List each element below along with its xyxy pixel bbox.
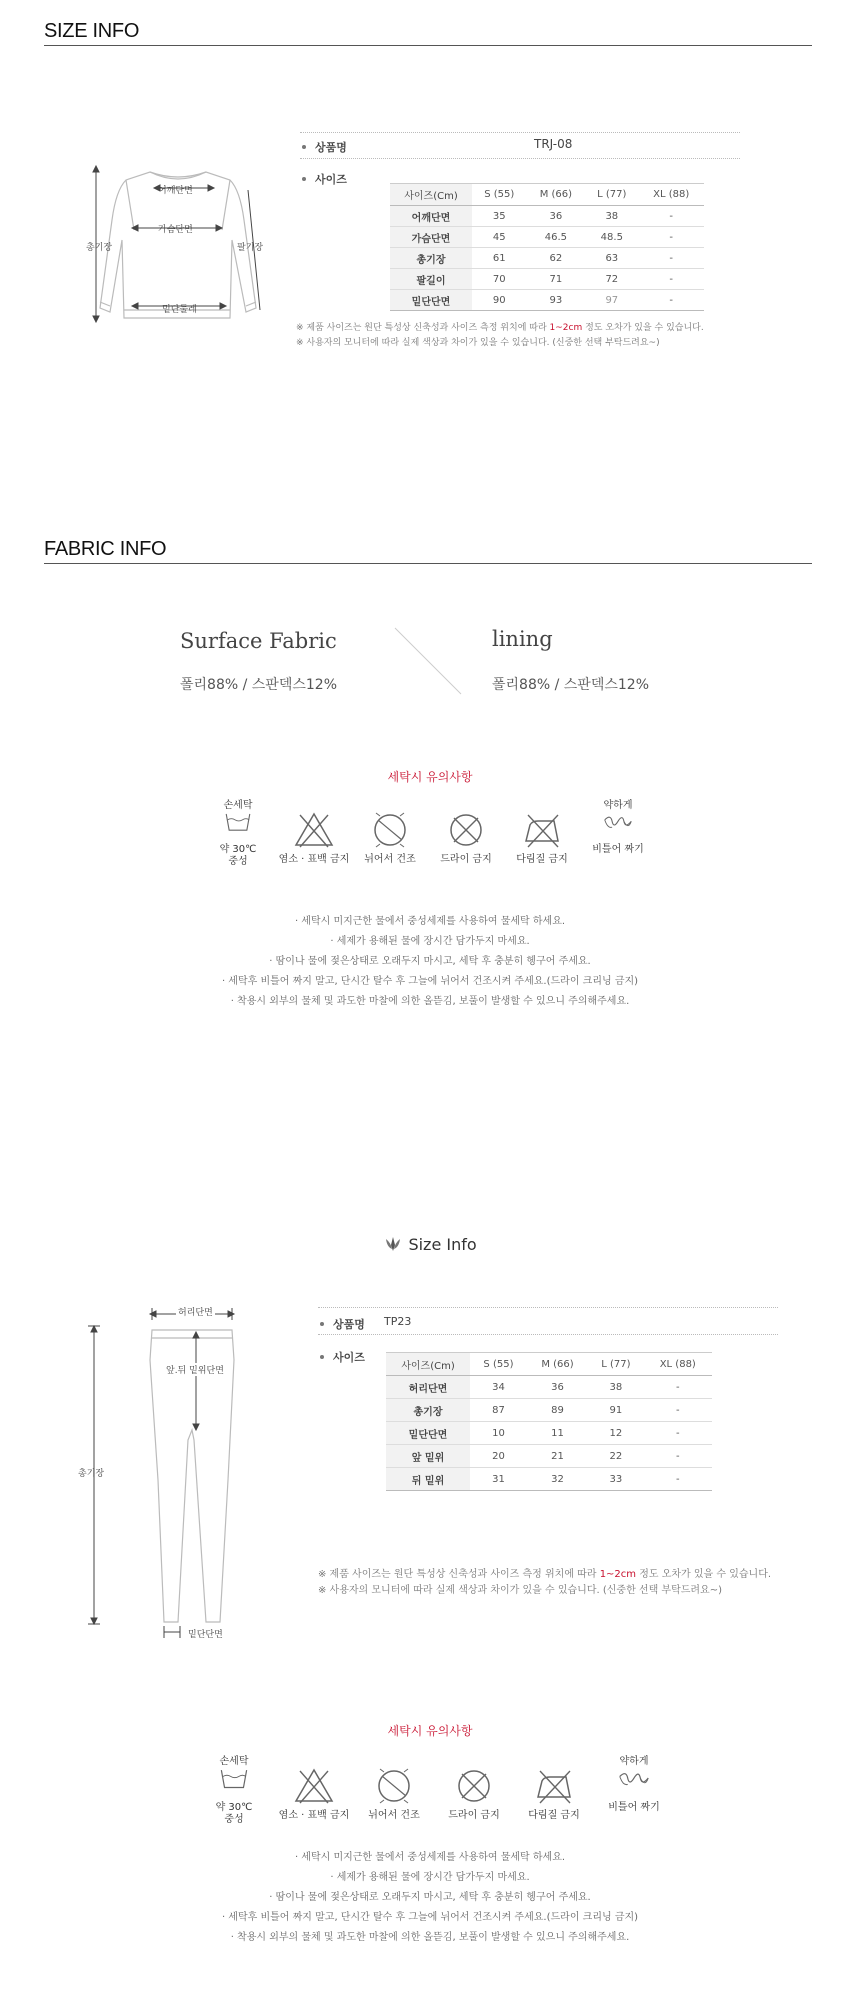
washing-line: · 세탁후 비틀어 짜지 말고, 단시간 탈수 후 그늘에 뉘어서 건조시켜 주세요.(드라이 크리닝 금지) bbox=[221, 976, 639, 987]
no-iron-item bbox=[504, 800, 580, 867]
washing-icons bbox=[200, 800, 656, 867]
row-label: 가슴단면 bbox=[390, 227, 472, 248]
gentle-wring-caption: 비틀어 짜기 bbox=[592, 844, 644, 855]
table-row bbox=[390, 248, 704, 269]
table-row bbox=[386, 1422, 712, 1445]
table-cell: 22 bbox=[588, 1445, 643, 1468]
table-header-cell: 사이즈(Cm) bbox=[386, 1353, 470, 1376]
table-cell: 34 bbox=[470, 1376, 527, 1399]
no-dry-clean-icon bbox=[452, 1767, 496, 1805]
divider bbox=[300, 132, 740, 133]
table-cell: 21 bbox=[527, 1445, 588, 1468]
product-name-label: 상품명 bbox=[302, 139, 347, 155]
table-cell: 36 bbox=[527, 206, 586, 227]
table-row bbox=[390, 269, 704, 290]
table-cell: - bbox=[638, 227, 704, 248]
table-cell: 90 bbox=[472, 290, 527, 311]
divider bbox=[300, 158, 740, 159]
size-label: 사이즈 bbox=[302, 171, 347, 187]
table-cell: 32 bbox=[527, 1468, 588, 1491]
row-label: 팔길이 bbox=[390, 269, 472, 290]
row-label: 총기장 bbox=[390, 248, 472, 269]
divider-slash bbox=[393, 626, 463, 696]
no-bleach-caption: 염소 · 표백 금지 bbox=[278, 854, 350, 865]
leaf-logo-icon bbox=[383, 1235, 403, 1253]
lining-label: lining bbox=[492, 627, 553, 651]
size-note-monitor: ※ 사용자의 모니터에 따라 실제 색상과 차이가 있을 수 있습니다. (신중한 선택 부탁드려요~) bbox=[296, 338, 660, 348]
row-label: 밑단단면 bbox=[386, 1422, 470, 1445]
dry-flat-caption: 뉘어서 건조 bbox=[368, 1810, 420, 1821]
size-note-monitor: ※ 사용자의 모니터에 따라 실제 색상과 차이가 있을 수 있습니다. (신중한 선택 부탁드려요~) bbox=[318, 1585, 722, 1596]
table-cell: 63 bbox=[585, 248, 638, 269]
table-cell: 61 bbox=[472, 248, 527, 269]
divider bbox=[318, 1307, 778, 1308]
no-dry-clean-item bbox=[428, 800, 504, 867]
table-cell: - bbox=[638, 290, 704, 311]
dry-flat-icon bbox=[368, 811, 412, 849]
hand-wash-item bbox=[200, 800, 276, 867]
washing-title: 세탁시 유의사항 bbox=[387, 1724, 473, 1738]
note-text: ※ 제품 사이즈는 원단 특성상 신축성과 사이즈 측정 위치에 따라 bbox=[318, 1569, 597, 1580]
table-cell: 62 bbox=[527, 248, 586, 269]
surface-fabric-value: 폴리88% / 스판덱스12% bbox=[180, 677, 337, 693]
no-iron-icon bbox=[520, 811, 564, 849]
table-cell: - bbox=[644, 1422, 712, 1445]
table-cell: 97 bbox=[585, 290, 638, 311]
table-cell: - bbox=[638, 206, 704, 227]
fabric-info-rule bbox=[44, 563, 812, 564]
no-dry-clean-caption: 드라이 금지 bbox=[448, 1810, 500, 1821]
no-dry-clean-icon bbox=[444, 811, 488, 849]
product-name-value: TP23 bbox=[384, 1315, 412, 1328]
gentle-wring-caption: 비틀어 짜기 bbox=[608, 1802, 660, 1813]
table-cell: 46.5 bbox=[527, 227, 586, 248]
diagram-label-hem: 밑단단면 bbox=[188, 1630, 223, 1640]
washing-instructions bbox=[0, 912, 860, 1012]
table-cell: 91 bbox=[588, 1399, 643, 1422]
gentle-wring-icon bbox=[596, 811, 640, 839]
washing-icons bbox=[194, 1756, 674, 1825]
table-header-cell: 사이즈(Cm) bbox=[390, 184, 472, 206]
hand-wash-icon bbox=[212, 1767, 256, 1797]
table-cell: 87 bbox=[470, 1399, 527, 1422]
gentle-wring-top-text: 약하게 bbox=[603, 800, 633, 811]
no-iron-item bbox=[514, 1756, 594, 1825]
diagram-label-length: 총기장 bbox=[86, 243, 113, 253]
table-header-cell: S (55) bbox=[470, 1353, 527, 1376]
no-bleach-icon bbox=[292, 811, 336, 849]
product-name-value: TRJ-08 bbox=[534, 137, 573, 151]
table-cell: 93 bbox=[527, 290, 586, 311]
washing-line: · 땀이나 물에 젖은상태로 오래두지 마시고, 세탁 후 충분히 헹구어 주세요. bbox=[269, 956, 591, 967]
table-row bbox=[390, 206, 704, 227]
table-cell: 45 bbox=[472, 227, 527, 248]
table-cell: 89 bbox=[527, 1399, 588, 1422]
washing-line: · 세제가 용해된 물에 장시간 담가두지 마세요. bbox=[330, 1872, 530, 1883]
table-header-row bbox=[390, 184, 704, 206]
no-bleach-caption: 염소 · 표백 금지 bbox=[278, 1810, 350, 1821]
gentle-wring-icon bbox=[612, 1767, 656, 1797]
hand-wash-top-text: 손세탁 bbox=[223, 800, 253, 811]
size-info-2-title-text: Size Info bbox=[408, 1235, 477, 1254]
hand-wash-item bbox=[194, 1756, 274, 1825]
diagram-label-length: 총기장 bbox=[78, 1469, 105, 1479]
table-row bbox=[386, 1376, 712, 1399]
hand-wash-caption: 약 30℃ bbox=[215, 1802, 253, 1813]
size-table bbox=[386, 1352, 712, 1491]
table-header-cell: M (66) bbox=[527, 184, 586, 206]
size-note-tolerance bbox=[296, 320, 704, 333]
dry-flat-item bbox=[354, 1756, 434, 1825]
table-cell: - bbox=[644, 1399, 712, 1422]
product-name-label: 상품명 bbox=[320, 1316, 365, 1332]
table-header-cell: M (66) bbox=[527, 1353, 588, 1376]
gentle-wring-item bbox=[580, 800, 656, 867]
table-cell: 36 bbox=[527, 1376, 588, 1399]
row-label: 앞 밑위 bbox=[386, 1445, 470, 1468]
no-dry-clean-caption: 드라이 금지 bbox=[440, 854, 492, 865]
table-row bbox=[386, 1399, 712, 1422]
washing-line: · 세탁시 미지근한 물에서 중성세제를 사용하여 물세탁 하세요. bbox=[294, 1852, 566, 1863]
washing-line: · 착용시 외부의 물체 및 과도한 마찰에 의한 올뜯김, 보풀이 발생할 수 있으니 주의해주세요. bbox=[230, 996, 630, 1007]
row-label: 뒤 밑위 bbox=[386, 1468, 470, 1491]
dry-flat-caption: 뉘어서 건조 bbox=[364, 854, 416, 865]
table-cell: 12 bbox=[588, 1422, 643, 1445]
table-cell: - bbox=[638, 269, 704, 290]
diagram-label-rise: 앞.뒤 밑위단면 bbox=[166, 1363, 224, 1376]
table-row bbox=[390, 290, 704, 311]
size-info-title: SIZE INFO bbox=[44, 20, 140, 42]
no-iron-caption: 다림질 금지 bbox=[528, 1810, 580, 1821]
divider bbox=[318, 1334, 778, 1335]
dry-flat-icon bbox=[372, 1767, 416, 1805]
surface-fabric-label: Surface Fabric bbox=[180, 629, 337, 653]
diagram-label-shoulder: 어깨단면 bbox=[158, 186, 193, 196]
dry-flat-item bbox=[352, 800, 428, 867]
table-cell: 71 bbox=[527, 269, 586, 290]
no-iron-icon bbox=[532, 1767, 576, 1805]
table-cell: 70 bbox=[472, 269, 527, 290]
size-label: 사이즈 bbox=[320, 1349, 365, 1365]
no-iron-caption: 다림질 금지 bbox=[516, 854, 568, 865]
row-label: 어깨단면 bbox=[390, 206, 472, 227]
table-cell: 20 bbox=[470, 1445, 527, 1468]
table-cell: 35 bbox=[472, 206, 527, 227]
diagram-label-waist: 허리단면 bbox=[176, 1305, 215, 1318]
no-bleach-item bbox=[276, 800, 352, 867]
row-label: 총기장 bbox=[386, 1399, 470, 1422]
table-header-row bbox=[386, 1353, 712, 1376]
table-cell: 11 bbox=[527, 1422, 588, 1445]
row-label: 밑단단면 bbox=[390, 290, 472, 311]
table-cell: 10 bbox=[470, 1422, 527, 1445]
washing-line: · 세제가 용해된 물에 장시간 담가두지 마세요. bbox=[330, 936, 530, 947]
no-dry-clean-item bbox=[434, 1756, 514, 1825]
size-info-2-title bbox=[0, 1235, 860, 1254]
table-row bbox=[386, 1445, 712, 1468]
diagram-label-sleeve: 팔기장 bbox=[237, 243, 264, 253]
diagram-label-hem: 밑단둘레 bbox=[162, 305, 197, 315]
note-text: 정도 오차가 있을 수 있습니다. bbox=[639, 1569, 772, 1580]
table-cell: - bbox=[638, 248, 704, 269]
hand-wash-top-text: 손세탁 bbox=[219, 1756, 249, 1767]
table-header-cell: XL (88) bbox=[644, 1353, 712, 1376]
hand-wash-caption-2: 중성 bbox=[224, 1814, 244, 1825]
gentle-wring-item bbox=[594, 1756, 674, 1825]
washing-line: · 착용시 외부의 물체 및 과도한 마찰에 의한 올뜯김, 보풀이 발생할 수 있으니 주의해주세요. bbox=[230, 1932, 630, 1943]
table-cell: 31 bbox=[470, 1468, 527, 1491]
lining-value: 폴리88% / 스판덱스12% bbox=[492, 677, 649, 693]
size-note-tolerance bbox=[318, 1565, 771, 1580]
washing-line: · 세탁후 비틀어 짜지 말고, 단시간 탈수 후 그늘에 뉘어서 건조시켜 주세요.(드라이 크리닝 금지) bbox=[221, 1912, 639, 1923]
washing-title: 세탁시 유의사항 bbox=[387, 770, 473, 784]
washing-line: · 세탁시 미지근한 물에서 중성세제를 사용하여 물세탁 하세요. bbox=[294, 916, 566, 927]
gentle-wring-top-text: 약하게 bbox=[619, 1756, 649, 1767]
table-cell: 38 bbox=[588, 1376, 643, 1399]
table-cell: 72 bbox=[585, 269, 638, 290]
table-header-cell: XL (88) bbox=[638, 184, 704, 206]
table-row bbox=[390, 227, 704, 248]
table-header-cell: S (55) bbox=[472, 184, 527, 206]
hand-wash-caption-2: 중성 bbox=[228, 856, 248, 867]
table-cell: - bbox=[644, 1376, 712, 1399]
table-cell: 33 bbox=[588, 1468, 643, 1491]
hand-wash-caption: 약 30℃ bbox=[219, 844, 257, 855]
washing-line: · 땀이나 물에 젖은상태로 오래두지 마시고, 세탁 후 충분히 헹구어 주세요. bbox=[269, 1892, 591, 1903]
fabric-info-title: FABRIC INFO bbox=[44, 538, 167, 560]
washing-instructions bbox=[0, 1848, 860, 1948]
table-row bbox=[386, 1468, 712, 1491]
diagram-label-chest: 가슴단면 bbox=[158, 225, 193, 235]
no-bleach-item bbox=[274, 1756, 354, 1825]
size-table bbox=[390, 183, 704, 311]
table-cell: - bbox=[644, 1468, 712, 1491]
table-cell: 38 bbox=[585, 206, 638, 227]
note-text: 정도 오차가 있을 수 있습니다. bbox=[585, 323, 704, 333]
hand-wash-icon bbox=[216, 811, 260, 839]
table-cell: - bbox=[644, 1445, 712, 1468]
note-highlight: 1~2cm bbox=[549, 323, 583, 333]
row-label: 허리단면 bbox=[386, 1376, 470, 1399]
note-text: ※ 제품 사이즈는 원단 특성상 신축성과 사이즈 측정 위치에 따라 bbox=[296, 323, 547, 333]
size-info-rule bbox=[44, 45, 812, 46]
table-header-cell: L (77) bbox=[585, 184, 638, 206]
note-highlight: 1~2cm bbox=[599, 1569, 637, 1580]
no-bleach-icon bbox=[292, 1767, 336, 1805]
table-header-cell: L (77) bbox=[588, 1353, 643, 1376]
table-cell: 48.5 bbox=[585, 227, 638, 248]
